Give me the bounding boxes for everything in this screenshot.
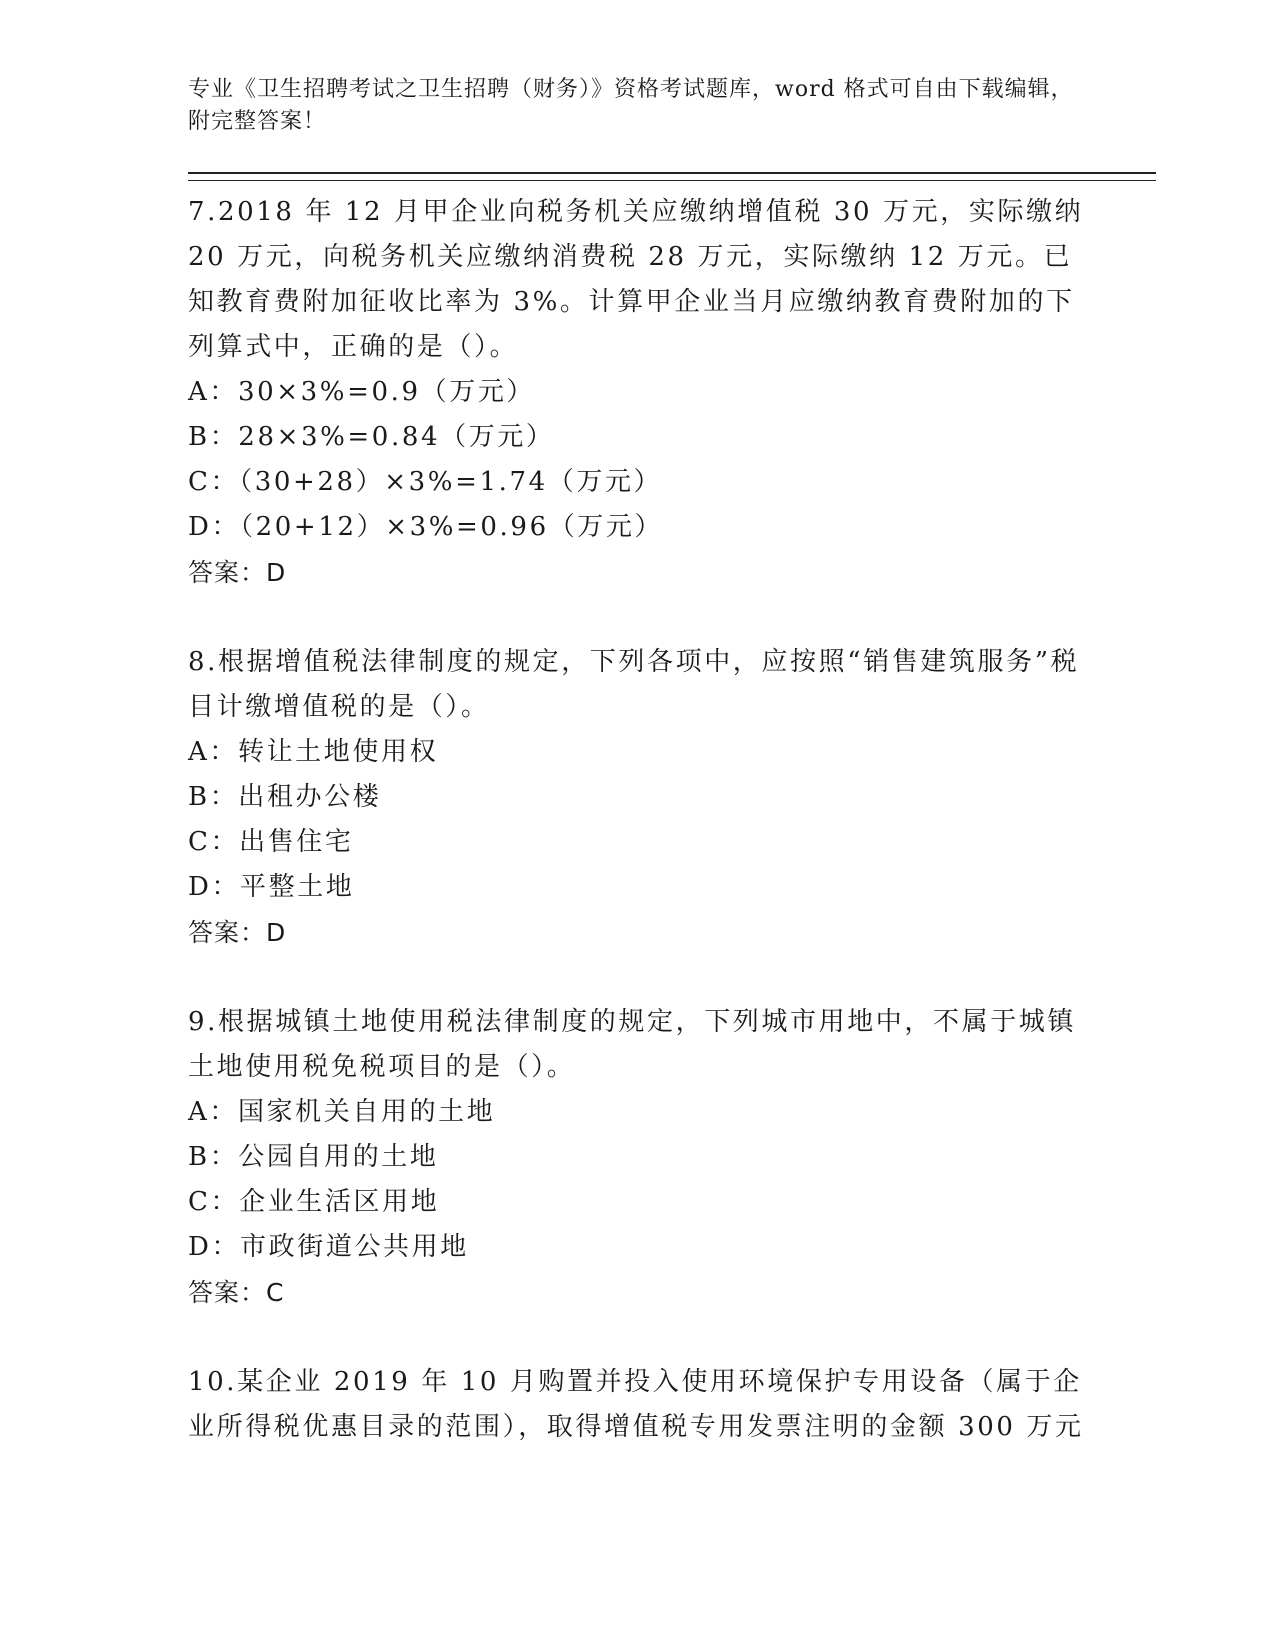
question-spacer <box>188 955 1088 1000</box>
option-a: A：国家机关自用的土地 <box>188 1097 496 1127</box>
option-c: C：企业生活区用地 <box>188 1187 440 1217</box>
question-spacer <box>188 595 1088 640</box>
question-stem: 10.某企业 2019 年 10 月购置并投入使用环境保护专用设备（属于企业所得税优惠目录的范围），取得增值税专用发票注明的金额 300 万元 <box>188 1367 1084 1442</box>
option-a: A：30×3%=0.9（万元） <box>188 377 536 407</box>
option-a: A：转让土地使用权 <box>188 737 439 767</box>
answer-line: 答案：C <box>188 1278 285 1307</box>
header-rule-thick <box>188 172 1156 174</box>
question-spacer <box>188 1315 1088 1360</box>
option-d: D：（20+12）×3%=0.96（万元） <box>188 512 664 542</box>
option-b: B：28×3%=0.84（万元） <box>188 422 555 452</box>
question-9 <box>188 1000 1088 1315</box>
question-stem: 9.根据城镇土地使用税法律制度的规定，下列城市用地中，不属于城镇土地使用税免税项目的是（）。 <box>188 1007 1077 1082</box>
answer-line: 答案：D <box>188 558 287 587</box>
header-rule-thin <box>188 180 1156 181</box>
answer-line: 答案：D <box>188 918 287 947</box>
option-c: C：（30+28）×3%=1.74（万元） <box>188 467 663 497</box>
question-stem: 8.根据增值税法律制度的规定，下列各项中，应按照“销售建筑服务”税目计缴增值税的是（）。 <box>188 647 1080 722</box>
option-b: B：出租办公楼 <box>188 782 382 812</box>
option-c: C：出售住宅 <box>188 827 354 857</box>
option-d: D：平整土地 <box>188 872 355 902</box>
option-b: B：公园自用的土地 <box>188 1142 439 1172</box>
question-list <box>188 190 1088 1450</box>
document-header: 专业《卫生招聘考试之卫生招聘（财务）》资格考试题库，word 格式可自由下载编辑，附完整答案！ <box>188 77 1074 134</box>
question-7 <box>188 190 1088 595</box>
question-8 <box>188 640 1088 955</box>
question-stem: 7.2018 年 12 月甲企业向税务机关应缴纳增值税 30 万元，实际缴纳 20 万元，向税务机关应缴纳消费税 28 万元，实际缴纳 12 万元。已知教育费附加征收比率为 3%。计算甲企业当月应缴纳教育费附加的下列算式中，正确的是（）。 <box>188 197 1084 362</box>
question-10 <box>188 1360 1088 1450</box>
option-d: D：市政街道公共用地 <box>188 1232 469 1262</box>
